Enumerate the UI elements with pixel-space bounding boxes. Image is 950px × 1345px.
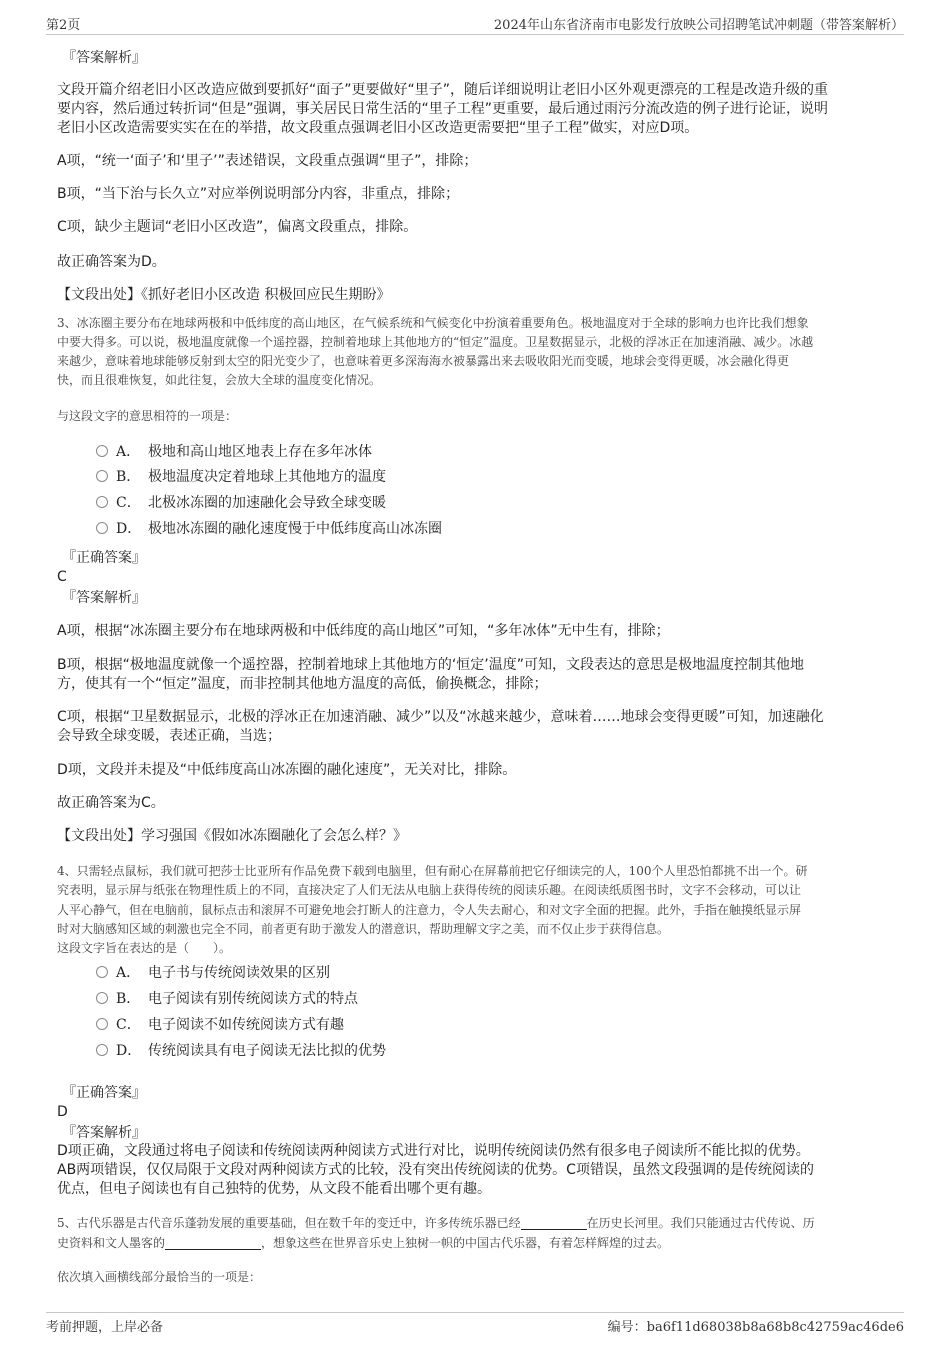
q2-answer: 故正确答案为D。 <box>57 254 166 270</box>
q5-stem-2a: 史资料和文人墨客的 <box>57 1236 166 1250</box>
q5-stem-1b: 在历史长河里。我们只能通过古代传说、历 <box>586 1216 815 1230</box>
page-footer <box>46 1312 904 1335</box>
q2-analysis-line-1: 文段开篇介绍老旧小区改造应做到要抓好“面子”更要做好“里子”，随后详细说明让老旧小区外观更漂亮的工程是改造升级的重 <box>57 82 829 98</box>
q4-option-c[interactable] <box>96 1016 344 1034</box>
option-key: A． <box>116 444 141 460</box>
radio-icon[interactable] <box>96 445 108 457</box>
q4-correct-label: 『正确答案』 <box>62 1085 146 1101</box>
q3-analysis-b-line-2: 方，使其有一个“恒定”温度，而非控制其他地方温度的高低，偷换概念，排除； <box>57 676 548 692</box>
q3-source: 【文段出处】学习强国《假如冰冻圈融化了会怎么样？》 <box>57 828 407 844</box>
q2-analysis-label: 『答案解析』 <box>62 50 146 66</box>
q5-stem-line-1 <box>57 1213 815 1233</box>
q5-stem-1a: 5、古代乐器是古代音乐蓬勃发展的重要基础，但在数千年的变迁中，许多传统乐器已经 <box>57 1216 521 1230</box>
q5-question: 依次填入画横线部分最恰当的一项是： <box>57 1270 262 1284</box>
option-key: C． <box>116 1017 141 1033</box>
radio-icon[interactable] <box>96 496 108 508</box>
q2-source: 【文段出处】《抓好老旧小区改造 积极回应民生期盼》 <box>57 287 391 303</box>
radio-icon[interactable] <box>96 470 108 482</box>
option-text: 电子阅读不如传统阅读方式有趣 <box>148 1017 344 1033</box>
q2-analysis-c: C项，缺少主题词“老旧小区改造”，偏离文段重点，排除。 <box>57 219 418 235</box>
q2-analysis-line-2: 要内容，然后通过转折词“但是”强调，事关居民日常生活的“里子工程”更重要，最后通过雨污分流改造的例子进行论证，说明 <box>57 101 829 117</box>
option-text: 极地和高山地区地表上存在多年冰体 <box>148 444 372 460</box>
q3-option-b[interactable] <box>96 468 386 486</box>
page-header <box>46 14 904 35</box>
footer-slogan: 考前押题，上岸必备 <box>46 1320 164 1335</box>
q3-analysis-label: 『答案解析』 <box>62 590 146 606</box>
q3-correct-label: 『正确答案』 <box>62 550 146 566</box>
option-text: 极地温度决定着地球上其他地方的温度 <box>148 469 386 485</box>
option-key: D． <box>116 1043 142 1059</box>
option-key: C． <box>116 495 141 511</box>
option-text: 北极冰冻圈的加速融化会导致全球变暖 <box>148 495 386 511</box>
q3-correct-answer: C <box>57 569 67 585</box>
q3-option-c[interactable] <box>96 494 386 512</box>
option-text: 电子书与传统阅读效果的区别 <box>148 965 330 981</box>
option-key: D． <box>116 521 142 537</box>
q4-correct-answer: D <box>57 1104 68 1120</box>
q4-stem-line-3: 人平心静气，但在电脑前，鼠标点击和滚屏不可避免地会打断人的注意力，令人失去耐心，和对文字全面的把握。此外，手指在触摸纸显示屏 <box>57 903 802 917</box>
option-text: 传统阅读具有电子阅读无法比拟的优势 <box>148 1043 386 1059</box>
q2-analysis-line-3: 老旧小区改造需要实实在在的举措，故文段重点强调老旧小区改造更需要把“里子工程”做实，对应D项。 <box>57 120 699 136</box>
q4-stem-line-2: 究表明，显示屏与纸张在物理性质上的不同，直接决定了人们无法从电脑上获得传统的阅读乐趣。在阅读纸质图书时，文字不会移动，可以让 <box>57 883 802 897</box>
q4-analysis-line-1: D项正确，文段通过将电子阅读和传统阅读两种阅读方式进行对比，说明传统阅读仍然有很多电子阅读所不能比拟的优势。 <box>57 1143 810 1159</box>
q3-option-a[interactable] <box>96 443 372 461</box>
q3-analysis-d: D项，文段并未提及“中低纬度高山冰冻圈的融化速度”，无关对比，排除。 <box>57 762 517 778</box>
option-text: 电子阅读有别传统阅读方式的特点 <box>148 991 358 1007</box>
q3-stem-line-2: 中要大得多。可以说，极地温度就像一个遥控器，控制着地球上其他地方的“恒定”温度。卫星数据显示，北极的浮冰正在加速消融、减少。冰越 <box>57 335 814 349</box>
q4-analysis-label: 『答案解析』 <box>62 1125 146 1141</box>
q2-analysis-b: B项，“当下治与长久立”对应举例说明部分内容，非重点，排除； <box>57 186 460 202</box>
q3-analysis-a: A项，根据“冰冻圈主要分布在地球两极和中低纬度的高山地区”可知，“多年冰体”无中生有，排除； <box>57 623 670 639</box>
q4-option-d[interactable] <box>96 1042 386 1060</box>
option-key: B． <box>116 991 141 1007</box>
document-title: 2024年山东省济南市电影发行放映公司招聘笔试冲刺题（带答案解析） <box>493 18 904 33</box>
radio-icon[interactable] <box>96 522 108 534</box>
q3-stem-line-3: 来越少，意味着地球能够反射到太空的阳光变少了，也意味着更多深海海水被暴露出来去吸收阳光而变暖，地球会变得更暖，冰会融化得更 <box>57 354 790 368</box>
q4-option-a[interactable] <box>96 964 330 982</box>
q4-analysis-line-3: 优点，但电子阅读也有自己独特的优势，从文段不能看出哪个更有趣。 <box>57 1181 491 1197</box>
q4-analysis-line-2: AB两项错误，仅仅局限于文段对两种阅读方式的比较，没有突出传统阅读的优势。C项错误，虽然文段强调的是传统阅读的 <box>57 1162 814 1178</box>
fill-blank-2[interactable] <box>165 1235 261 1250</box>
q3-stem-line-4: 快，而且很难恢复，如此往复，会放大全球的温度变化情况。 <box>57 373 382 387</box>
radio-icon[interactable] <box>96 966 108 978</box>
q4-question: 这段文字旨在表达的是（ ）。 <box>57 941 232 955</box>
q3-analysis-b-line-1: B项，根据“极地温度就像一个遥控器，控制着地球上其他地方的‘恒定’温度”可知，文段表达的意思是极地温度控制其他地 <box>57 657 805 673</box>
page-number: 第2页 <box>46 18 81 33</box>
option-text: 极地冰冻圈的融化速度慢于中低纬度高山冰冻圈 <box>148 521 442 537</box>
q2-analysis-a: A项，“统一‘面子’和‘里子’”表述错误，文段重点强调“里子”，排除； <box>57 153 478 169</box>
q3-answer: 故正确答案为C。 <box>57 795 165 811</box>
option-key: B． <box>116 469 141 485</box>
footer-code: 编号：ba6f11d68038b8a68b8c42759ac46de6 <box>607 1320 904 1335</box>
q3-analysis-c-line-2: 会导致全球变暖，表述正确，当选； <box>57 728 281 744</box>
radio-icon[interactable] <box>96 992 108 1004</box>
q3-question: 与这段文字的意思相符的一项是： <box>57 409 238 423</box>
q3-analysis-c-line-1: C项，根据“卫星数据显示，北极的浮冰正在加速消融、减少”以及“冰越来越少，意味着……地球会变得更暖”可知，加速融化 <box>57 709 824 725</box>
option-key: A． <box>116 965 141 981</box>
q3-option-d[interactable] <box>96 520 442 538</box>
q5-stem-line-2 <box>57 1233 669 1253</box>
q4-stem-line-4: 时对大脑感知区域的刺激也完全不同，前者更有助于激发人的潜意识，帮助理解文字之美，而不仅止步于获得信息。 <box>57 922 670 936</box>
q3-stem-line-1: 3、冰冻圈主要分布在地球两极和中低纬度的高山地区，在气候系统和气候变化中扮演着重要角色。极地温度对于全球的影响力也许比我们想象 <box>57 316 809 330</box>
q5-stem-2b: ，想象这些在世界音乐史上独树一帜的中国古代乐器，有着怎样辉煌的过去。 <box>261 1236 670 1250</box>
q4-option-b[interactable] <box>96 990 358 1008</box>
radio-icon[interactable] <box>96 1044 108 1056</box>
radio-icon[interactable] <box>96 1018 108 1030</box>
q4-stem-line-1: 4、只需轻点鼠标，我们就可把莎士比亚所有作品免费下载到电脑里，但有耐心在屏幕前把它仔细读完的人，100个人里恐怕都挑不出一个。研 <box>57 864 808 878</box>
fill-blank-1[interactable] <box>521 1215 587 1230</box>
